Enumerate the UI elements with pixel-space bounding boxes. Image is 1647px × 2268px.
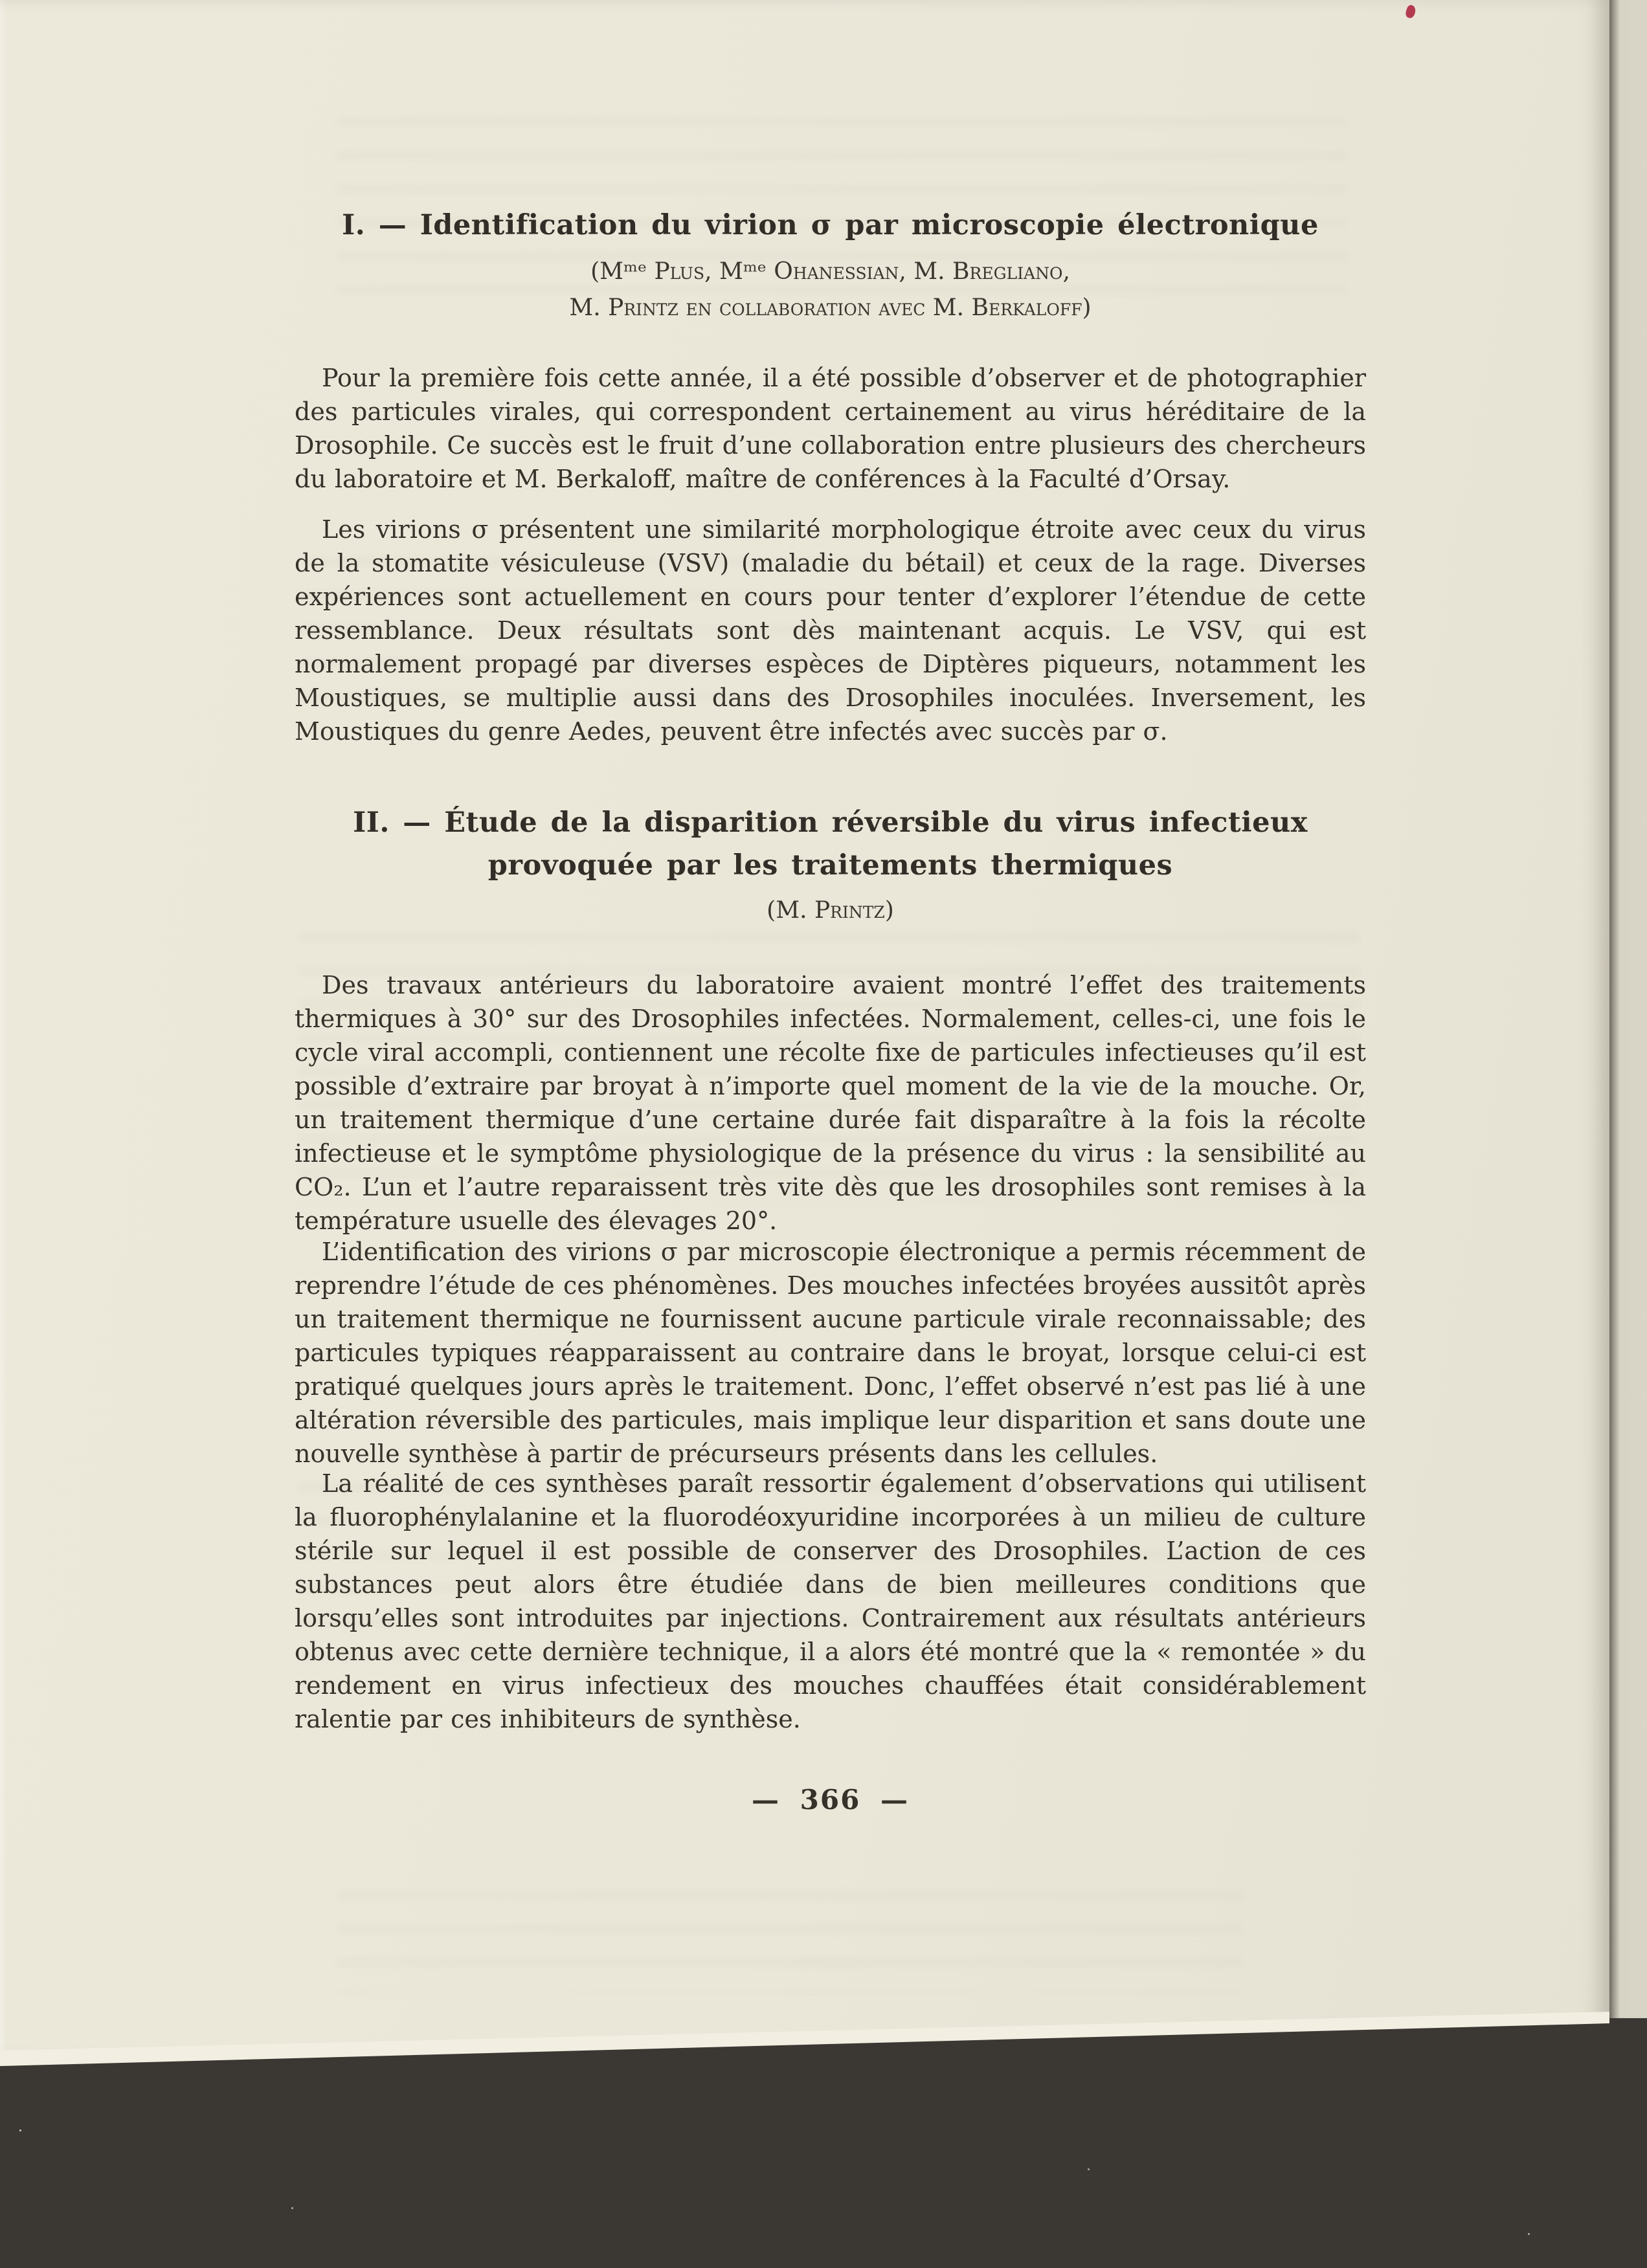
section-1-paragraph-1: Pour la première fois cette année, il a été possible d’observer et de photographier des particules virales, qui correspondent certainement au virus héréditaire de la Drosophile. Ce succès est le fruit d’une collaboration entre plusieurs des chercheurs du laboratoire et M. Berkaloff, maître de conférences à la Faculté d’Orsay. bbox=[295, 364, 1366, 493]
section-2-author: (M. Printz) bbox=[767, 897, 894, 924]
text-block bbox=[295, 0, 1366, 2058]
section-2-heading-line-2: provoquée par les traitements thermiques bbox=[487, 849, 1173, 882]
page-number: — 366 — bbox=[752, 1784, 909, 1816]
section-2-paragraph-1: Des travaux antérieurs du laboratoire avaient montré l’effet des traitements thermiques à 30° sur des Drosophiles infectées. Normalement, celles-ci, une fois le cycle viral accompli, contiennent une récolte fixe de particules infectieuses qu’il est possible d’extraire par broyat à n’importe quel moment de la vie de la mouche. Or, un traitement thermique d’une certaine durée fait disparaître à la fois la récolte infectieuse et le symptôme physiologique de la présence du virus : la sensibilité au CO₂. L’un et l’autre reparaissent très vite dès que les drosophiles sont remises à la température usuelle des élevages 20°. bbox=[295, 971, 1366, 1235]
book-block-edge bbox=[1609, 0, 1647, 2018]
section-2-paragraph-2: L’identification des virions σ par microscopie électronique a permis récemment de reprendre l’étude de ces phénomènes. Des mouches infectées broyées aussitôt après un traitement thermique ne fournissent aucune particule virale reconnaissable; des particules typiques réapparaissent au contraire dans le broyat, lorsque celui-ci est pratiqué quelques jours après le traitement. Donc, l’effet observé n’est pas lié à une altération réversible des particules, mais implique leur disparition et sans doute une nouvelle synthèse à partir de précurseurs présents dans les cellules. bbox=[295, 1238, 1366, 1468]
section-2-heading-line-1: II. — Étude de la disparition réversible du virus infectieux bbox=[353, 806, 1308, 839]
section-1-authors-line-2: M. Printz en collaboration avec M. Berkaloff) bbox=[569, 295, 1092, 321]
section-1-authors-line-1: (Mᵐᵉ Plus, Mᵐᵉ Ohanessian, M. Bregliano, bbox=[590, 258, 1070, 285]
section-1-paragraph-2: Les virions σ présentent une similarité morphologique étroite avec ceux du virus de la stomatite vésiculeuse (VSV) (maladie du bétail) et ceux de la rage. Diverses expériences sont actuellement en cours pour tenter d’explorer l’étendue de cette ressemblance. Deux résultats sont dès maintenant acquis. Le VSV, qui est normalement propagé par diverses espèces de Diptères piqueurs, notamment les Moustiques, se multiplie aussi dans des Drosophiles inoculées. Inversement, les Moustiques du genre Aedes, peuvent être infectés avec succès par σ. bbox=[295, 515, 1366, 746]
section-1-heading: I. — Identification du virion σ par microscopie électronique bbox=[342, 209, 1319, 241]
section-2-paragraph-3: La réalité de ces synthèses paraît ressortir également d’observations qui utilisent la fluorophénylalanine et la fluorodéoxyuridine incorporées à un milieu de culture stérile sur lequel il est possible de conserver des Drosophiles. L’action de ces substances peut alors être étudiée dans de bien meilleures conditions que lorsqu’elles sont introduites par injections. Contrairement aux résultats antérieurs obtenus avec cette dernière technique, il a alors été montré que la « remontée » du rendement en virus infectieux des mouches chauffées était considérablement ralentie par ces inhibiteurs de synthèse. bbox=[295, 1469, 1366, 1733]
dust-specks bbox=[19, 2129, 21, 2131]
